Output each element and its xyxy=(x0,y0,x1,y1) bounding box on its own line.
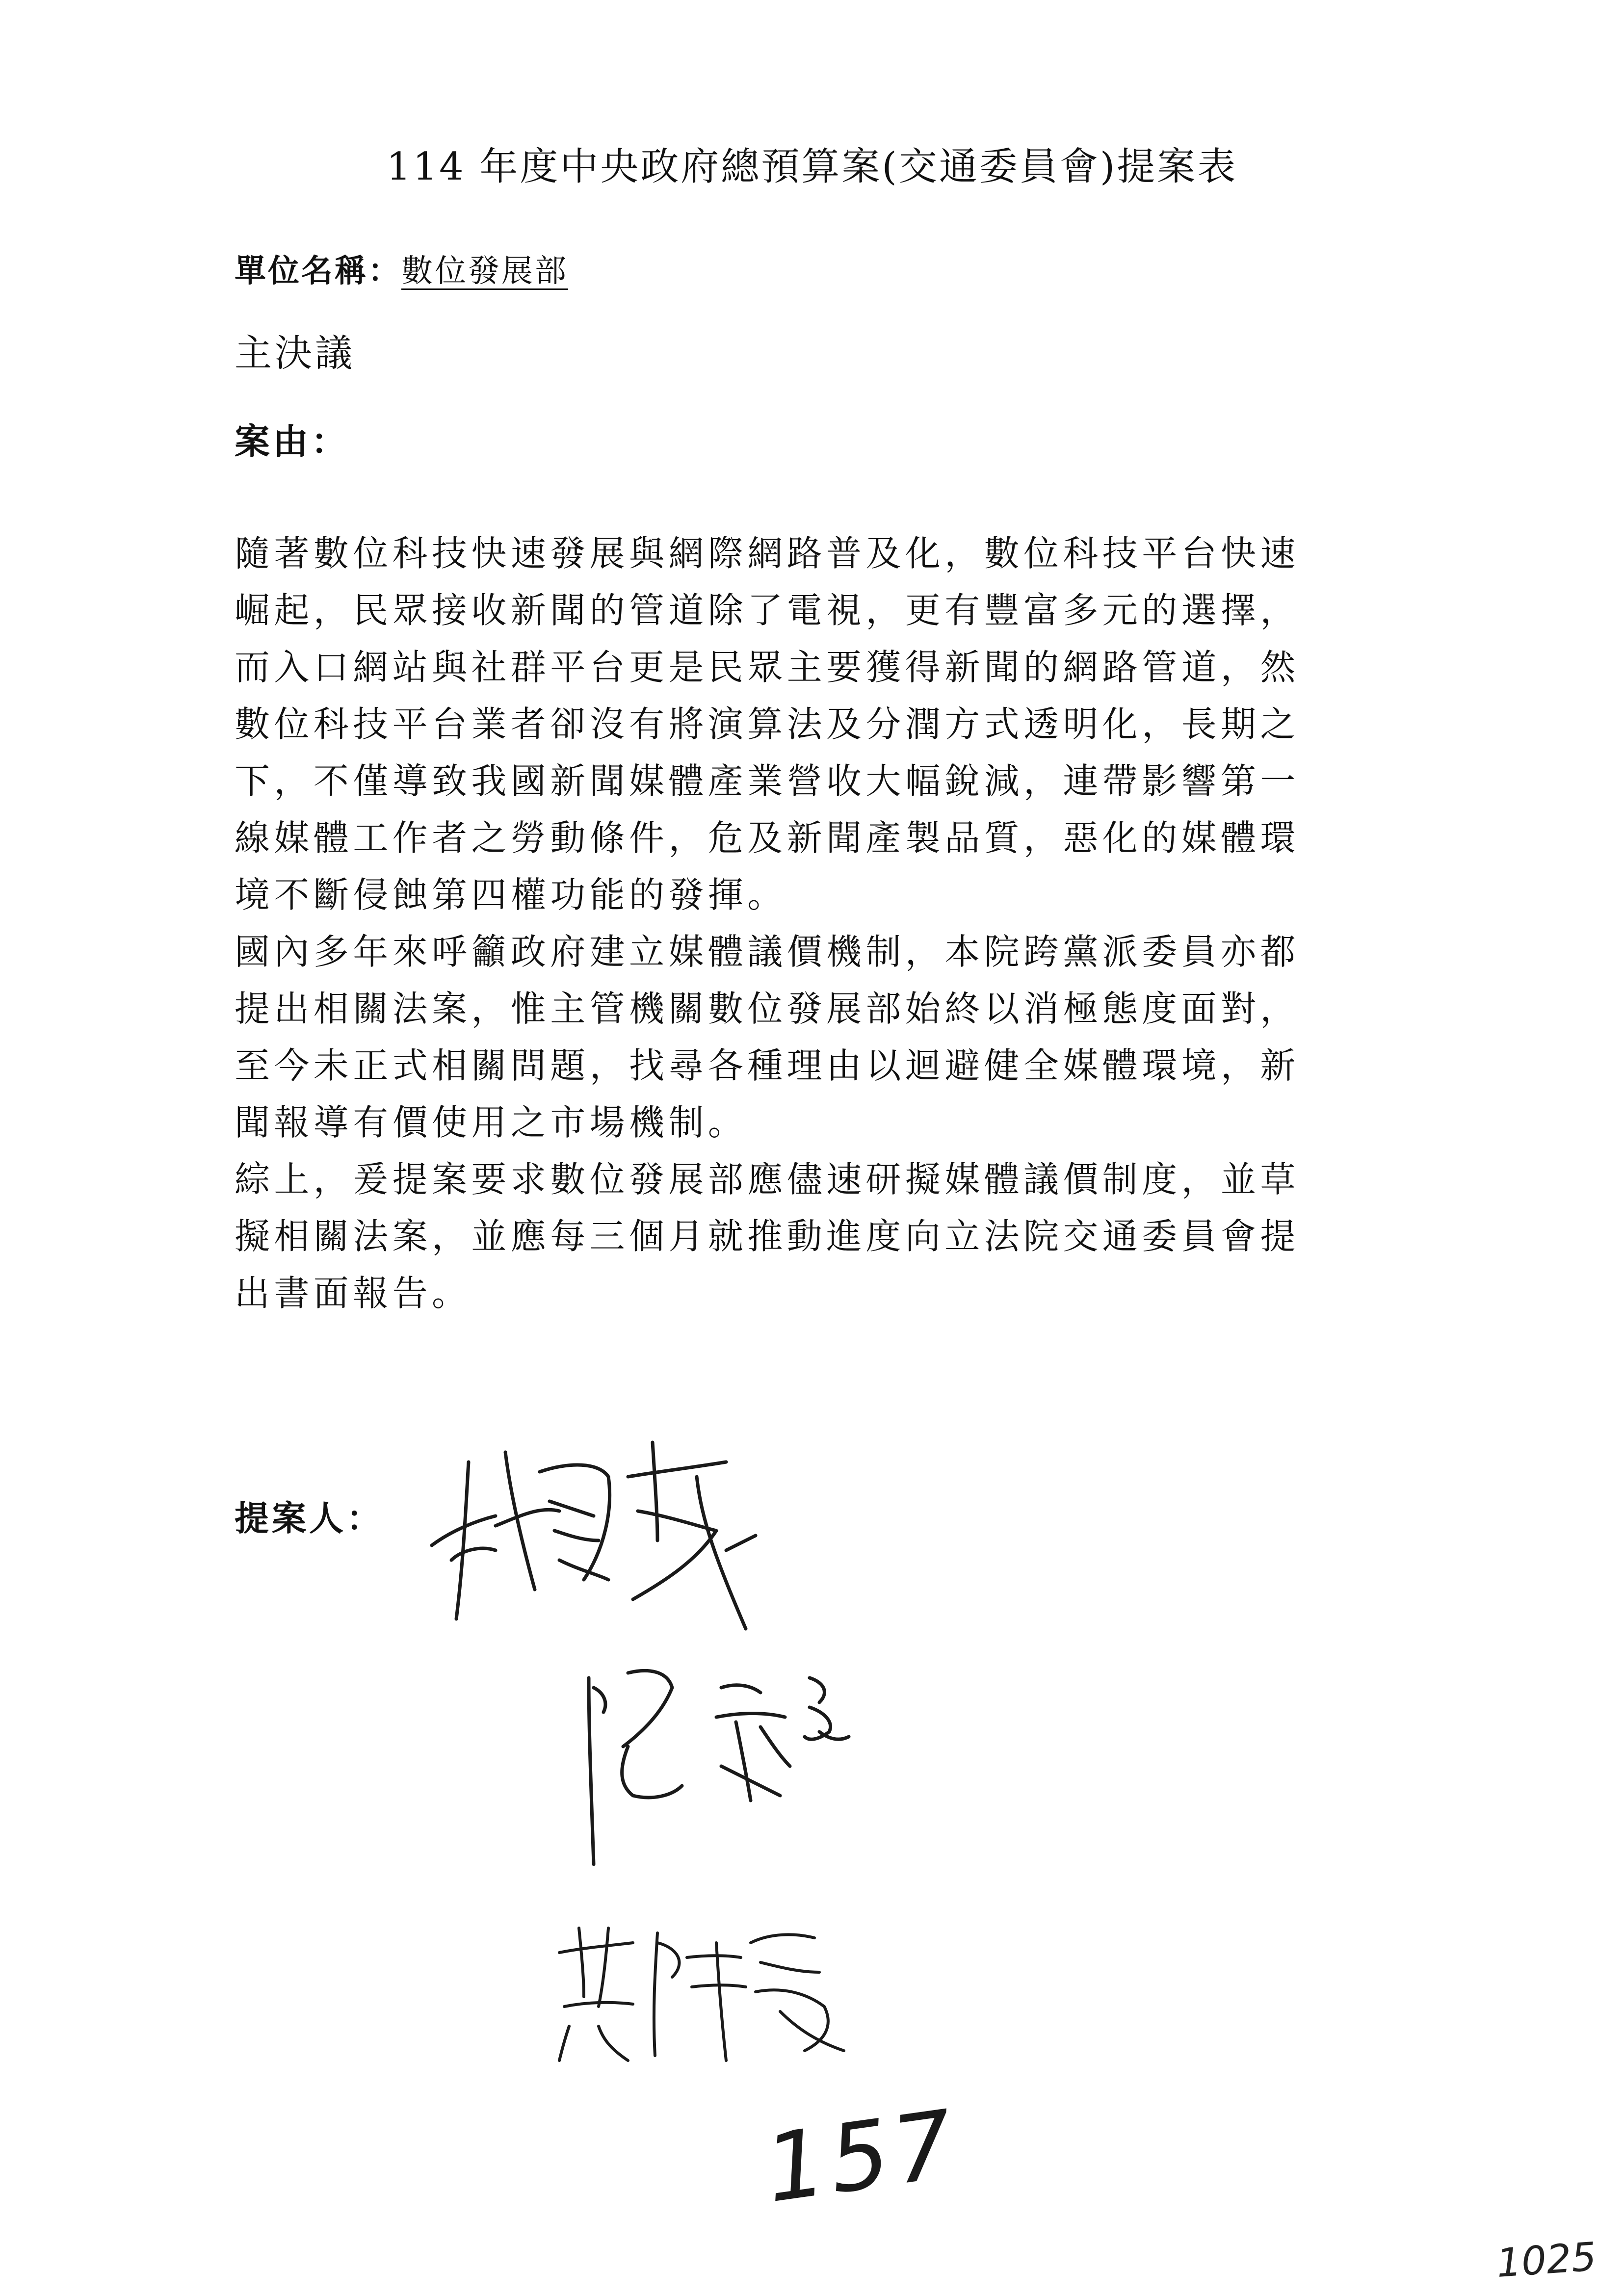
body-line: 至今未正式相關問題，找尋各種理由以迴避健全媒體環境，新 xyxy=(235,1045,1300,1086)
document-title: 114 年度中央政府總預算案(交通委員會)提案表 xyxy=(386,145,1238,189)
body-line: 國內多年來呼籲政府建立媒體議價機制，本院跨黨派委員亦都 xyxy=(235,931,1300,972)
body-line: 下，不僅導致我國新聞媒體產業營收大幅銳減，連帶影響第一 xyxy=(235,760,1300,802)
handwritten-page-number: 157 xyxy=(759,2089,965,2224)
body-line: 隨著數位科技快速發展與網際網路普及化，數位科技平台快速 xyxy=(235,533,1300,574)
body-line: 聞報導有價使用之市場機制。 xyxy=(235,1102,748,1143)
body-line: 境不斷侵蝕第四權功能的發揮。 xyxy=(235,874,787,915)
reason-label: 案由： xyxy=(235,421,350,462)
body-line: 而入口網站與社群平台更是民眾主要獲得新聞的網路管道，然 xyxy=(235,647,1300,688)
signature-1 xyxy=(422,1433,765,1639)
body-line: 出書面報告。 xyxy=(235,1273,471,1314)
signature-2 xyxy=(574,1658,917,1874)
handwritten-signature-2 xyxy=(574,1658,917,1874)
resolution-type: 主決議 xyxy=(235,331,355,375)
body-line: 擬相關法案，並應每三個月就推動進度向立法院交通委員會提 xyxy=(235,1216,1300,1257)
body-line: 線媒體工作者之勞動條件，危及新聞產製品質，惡化的媒體環 xyxy=(235,817,1300,859)
handwritten-signature-3 xyxy=(550,1913,854,2070)
signature-3 xyxy=(550,1913,854,2070)
handwritten-signature-1 xyxy=(422,1433,765,1639)
corner-page-number: 1025 xyxy=(1495,2234,1598,2286)
body-line: 綜上，爰提案要求數位發展部應儘速研擬媒體議價制度，並草 xyxy=(235,1159,1300,1200)
body-line: 數位科技平台業者卻沒有將演算法及分潤方式透明化，長期之 xyxy=(235,704,1300,745)
body-line: 提出相關法案，惟主管機關數位發展部始終以消極態度面對， xyxy=(235,988,1300,1029)
reason-body xyxy=(235,525,1417,1322)
unit-value: 數位發展部 xyxy=(401,253,568,289)
unit-label: 單位名稱： xyxy=(235,253,401,289)
proposer-label: 提案人： xyxy=(235,1498,384,1539)
unit-row xyxy=(235,247,568,296)
body-line: 崛起，民眾接收新聞的管道除了電視，更有豐富多元的選擇， xyxy=(235,590,1300,631)
